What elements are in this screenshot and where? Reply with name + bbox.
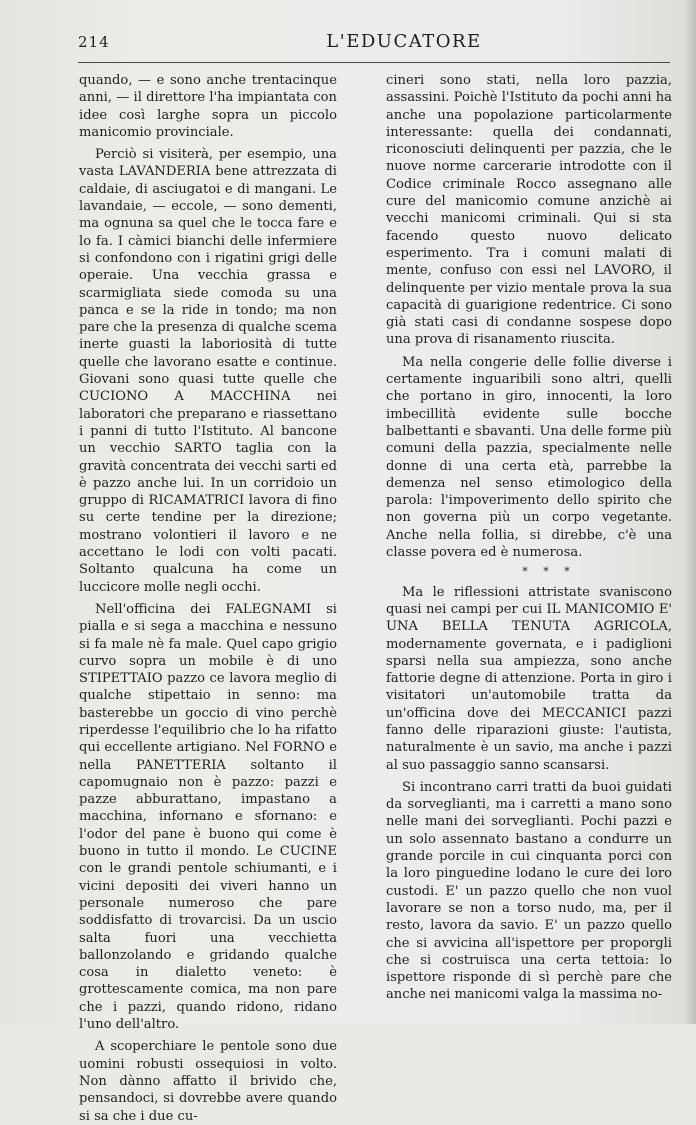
paragraph: Ma le riflessioni attristate svaniscono quasi nei campi per cui IL MANICOMIO E' UNA BELLA TENUTA AGRICOLA, modernamente governata, e i padiglioni sparsi nella sua ampiezza, sono anche fattorie degne di attenzione. Porta in giro i visitatori un'automobile tratta da un'officina dove dei MECCANICI pazzi fanno delle riparazioni giuste: l'autista, naturalmente è un savio, ma anche i pazzi al suo passaggio sanno scansarsi. — [386, 584, 672, 773]
left-column — [79, 72, 337, 1125]
paragraph: cineri sono stati, nella loro pazzia, assassini. Poichè l'Istituto da pochi anni ha anche una popolazione particolarmente interessante: quella dei condannati, riconosciuti delinquenti per pazzia, che le nuove norme carcerarie introdotte con il Codice criminale Rocco assegnano alle cure del manicomio comune anzichè ai vecchi manicomi criminali. Qui si sta facendo questo nuovo delicato esperimento. Tra i comuni malati di mente, confuso con essi nel LAVORO, il delinquente per vizio mentale prova la sua capacità di guarigione redentrice. Ci sono già stati casi di condanne sospese dopo una prova di risanamento riuscita. — [386, 73, 672, 348]
section-separator: * * * — [522, 565, 576, 579]
header-rule — [78, 62, 670, 63]
paragraph: quando, — e sono anche trentacinque anni, — il direttore l'ha impiantata con idee così larghe sopra un piccolo manicomio provinciale. — [79, 73, 337, 140]
page-header — [78, 30, 670, 62]
paragraph: Perciò si visiterà, per esempio, una vasta LAVANDERIA bene attrezzata di caldaie, di asciugatoi e di mangani. Le lavandaie, — eccole, — sono dementi, ma ognuna sa quel che le tocca fare e lo fa. I càmici bianchi delle infermiere si confondono con i rigatini grigi delle operaie. Una vecchia grassa e scarmigliata siede comoda su una panca e se la ride in tondo; ma non pare che la presenza di qualche scema inerte guasti la laboriosità di tutte quelle che lavorano esatte e continue. Giovani sono quasi tutte quelle che CUCIONO A MACCHINA nei laboratori che preparano e riassettano i panni di tutto l'Istituto. Al bancone un vecchio SARTO taglia con la gravità concentrata dei vecchi sarti ed è pazzo anche lui. In un corridoio un gruppo di RICAMATRICI lavora di fino su certe tendine per la direzione; mostrano volontieri il lavoro e ne accettano le lodi con volti pacati. Soltanto qualcuna ha come un luccicore molle negli occhi. — [79, 147, 337, 595]
paragraph: Ma nella congerie delle follie diverse i certamente inguaribili sono altri, quelli che portano in giro, innocenti, la loro imbecillità evidente sulle bocche balbettanti e sbavanti. Una delle forme più comuni della pazzia, specialmente nelle donne di una certa età, parrebbe la demenza nel senso etimologico della parola: l'impoverimento dello spirito che non governa più un corpo vegetante. Anche nella follia, si direbbe, c'è una classe povera ed è numerosa. — [386, 354, 672, 561]
page-edge — [686, 0, 696, 1024]
paragraph: A scoperchiare le pentole sono due uomini robusti ossequiosi in volto. Non dànno affatto il brivido che, pensandoci, si dovrebbe avere quando si sa che i due cu- — [79, 1039, 337, 1124]
page-number: 214 — [78, 33, 110, 51]
right-column — [386, 72, 672, 1004]
paragraph: Si incontrano carri tratti da buoi guidati da sorveglianti, ma i carretti a mano sono nelle mani dei sorveglianti. Pochi pazzi e un solo assennato bastano a condurre un grande porcile in cui cinquanta porci con la loro pinguedine lodano le cure dei loro custodi. E' un pazzo quello che non vuol lavorare se non a torso nudo, ma, per il resto, lavora da savio. E' un pazzo quello che si avvicina all'ispettore per proporgli che si costruisca una certa tettoia: lo ispettore risponde di sì perchè pare che anche nei manicomi valga la massima no- — [386, 779, 672, 1003]
paragraph: Nell'officina dei FALEGNAMI si pialla e si sega a macchina e nessuno si fa male nè fa male. Quel capo grigio curvo sopra un mobile è di uno STIPETTAIO pazzo ce lavora meglio di qualche stipettaio in senno: ma basterebbe un goccio di vino perchè riperdesse l'equilibrio che lo ha rifatto qui eccellente artigiano. Nel FORNO e nella PANETTERIA soltanto il capomugnaio non è pazzo: pazzi e pazze abburattano, impastano a macchina, infornano e sfornano: e l'odor del pane è buono qui come è buono in tutto il mondo. Le CUCINE con le grandi pentole schiumanti, e i vicini depositi dei viveri hanno un personale numeroso che pare soddisfatto di trovarcisi. Da un uscio salta fuori una vecchietta ballonzolando e gridando qualche cosa in dialetto veneto: è grottescamente comica, ma non pare che i pazzi, quando ridono, ridano l'uno dell'altro. — [79, 601, 337, 1033]
running-title: L'EDUCATORE — [326, 31, 482, 52]
